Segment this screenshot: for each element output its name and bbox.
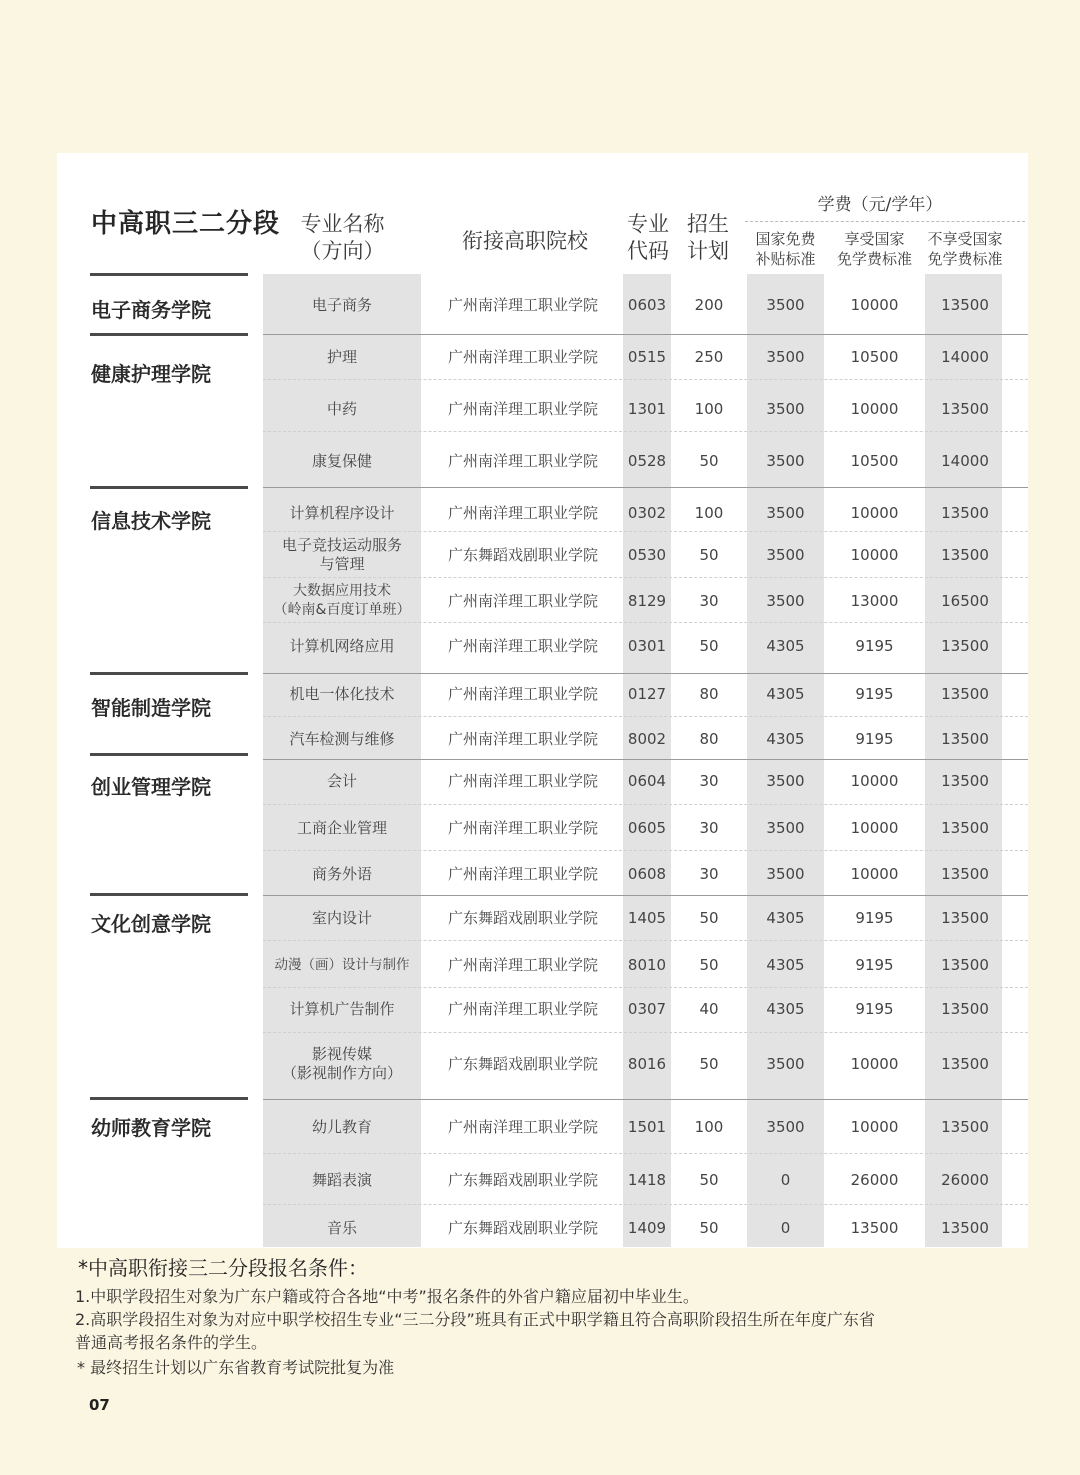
- table-row: [0, 534, 1080, 576]
- cell-code: 0530: [627, 545, 667, 564]
- cell-fee3: 13500: [941, 1218, 989, 1237]
- row-divider: [263, 804, 1028, 805]
- cell-code: 1301: [627, 399, 667, 418]
- college-title: 文化创意学院: [91, 912, 211, 936]
- row-divider: [263, 431, 1028, 432]
- cell-fee3: 14000: [941, 451, 989, 470]
- college-title: 幼师教育学院: [91, 1116, 211, 1140]
- cell-fee1: 0: [780, 1218, 791, 1237]
- college-title: 创业管理学院: [91, 775, 211, 799]
- row-divider: [263, 850, 1028, 851]
- cell-major: 大数据应用技术 （岭南&百度订单班）: [273, 583, 411, 618]
- cell-plan: 30: [699, 771, 719, 790]
- cell-major: 商务外语: [311, 864, 372, 883]
- header-fee-divider: [745, 221, 1025, 222]
- cell-plan: 40: [699, 999, 719, 1018]
- cell-fee2: 10000: [850, 503, 899, 522]
- cell-fee2: 10000: [850, 1117, 899, 1136]
- cell-fee3: 16500: [941, 591, 989, 610]
- cell-school: 广东舞蹈戏剧职业学院: [447, 545, 598, 564]
- cell-school: 广州南洋理工职业学院: [447, 591, 598, 610]
- cell-fee1: 0: [780, 1170, 791, 1189]
- cell-fee2: 26000: [850, 1170, 899, 1189]
- table-row: [0, 440, 1080, 482]
- cell-code: 0301: [627, 636, 667, 655]
- header-fee1: 国家免费 补贴标准: [755, 230, 816, 268]
- cell-plan: 100: [694, 1117, 724, 1136]
- cell-fee2: 9195: [855, 684, 894, 703]
- cell-code: 8002: [627, 729, 667, 748]
- cell-major: 汽车检测与维修: [289, 729, 395, 748]
- table-row: [0, 388, 1080, 430]
- row-divider: [263, 716, 1028, 717]
- cell-code: 0302: [627, 503, 667, 522]
- table-row: [0, 944, 1080, 986]
- cell-school: 广州南洋理工职业学院: [447, 818, 598, 837]
- cell-major: 电子竞技运动服务 与管理: [281, 536, 402, 573]
- college-bar: [90, 486, 248, 489]
- table-row: [0, 988, 1080, 1030]
- cell-fee2: 9195: [855, 999, 894, 1018]
- header-code: 专业 代码: [627, 212, 669, 263]
- cell-major: 康复保健: [311, 451, 372, 470]
- cell-major: 动漫（画）设计与制作: [274, 956, 410, 973]
- cell-fee2: 10000: [850, 864, 899, 883]
- cell-fee1: 3500: [766, 347, 805, 366]
- cell-school: 广州南洋理工职业学院: [447, 771, 598, 790]
- cell-fee2: 10000: [850, 399, 899, 418]
- cell-fee1: 3500: [766, 864, 805, 883]
- row-divider: [263, 379, 1028, 380]
- cell-code: 1409: [627, 1218, 667, 1237]
- header-major: 专业名称 （方向）: [300, 212, 385, 263]
- cell-fee3: 13500: [941, 908, 989, 927]
- cell-plan: 80: [699, 684, 719, 703]
- cell-major: 护理: [326, 347, 357, 366]
- cell-fee2: 9195: [855, 908, 894, 927]
- table-row: [0, 760, 1080, 802]
- college-title: 健康护理学院: [91, 362, 211, 386]
- cell-fee1: 3500: [766, 451, 805, 470]
- table-row: [0, 718, 1080, 760]
- row-divider: [263, 487, 1028, 488]
- table-row: [0, 492, 1080, 534]
- cell-fee1: 3500: [766, 771, 805, 790]
- cell-code: 0307: [627, 999, 667, 1018]
- cell-fee1: 3500: [766, 1054, 805, 1073]
- row-divider: [263, 1153, 1028, 1154]
- cell-fee3: 13500: [941, 955, 989, 974]
- cell-major: 音乐: [326, 1218, 357, 1237]
- cell-plan: 50: [699, 545, 719, 564]
- cell-school: 广东舞蹈戏剧职业学院: [447, 1054, 598, 1073]
- cell-fee1: 4305: [766, 729, 805, 748]
- cell-code: 0515: [627, 347, 667, 366]
- table-row: [0, 625, 1080, 667]
- table-row: [0, 807, 1080, 849]
- cell-major: 影视传媒 （影视制作方向）: [281, 1045, 402, 1082]
- cell-fee2: 10000: [850, 295, 899, 314]
- cell-fee2: 10000: [850, 1054, 899, 1073]
- cell-fee3: 26000: [941, 1170, 989, 1189]
- header-fee-group: 学费（元/学年）: [817, 195, 943, 215]
- cell-plan: 100: [694, 399, 724, 418]
- table-row: [0, 580, 1080, 622]
- cell-fee2: 9195: [855, 955, 894, 974]
- cell-fee1: 3500: [766, 818, 805, 837]
- row-divider: [263, 622, 1028, 623]
- table-row: [0, 1159, 1080, 1201]
- cell-plan: 200: [694, 295, 724, 314]
- header-fee2: 享受国家 免学费标准: [836, 230, 912, 268]
- cell-school: 广州南洋理工职业学院: [447, 1117, 598, 1136]
- row-divider: [263, 1032, 1028, 1033]
- cell-fee1: 4305: [766, 999, 805, 1018]
- header-school: 衔接高职院校: [462, 229, 588, 253]
- cell-code: 0605: [627, 818, 667, 837]
- college-bar: [90, 273, 248, 276]
- cell-major: 中药: [326, 399, 357, 418]
- row-divider: [263, 895, 1028, 896]
- cell-code: 0604: [627, 771, 667, 790]
- cell-fee1: 3500: [766, 1117, 805, 1136]
- cell-major: 室内设计: [311, 908, 372, 927]
- row-divider: [263, 940, 1028, 941]
- cell-fee1: 3500: [766, 399, 805, 418]
- cell-fee2: 13000: [850, 591, 899, 610]
- college-title: 电子商务学院: [91, 298, 211, 322]
- cell-fee3: 14000: [941, 347, 989, 366]
- cell-code: 0127: [627, 684, 667, 703]
- cell-fee1: 4305: [766, 684, 805, 703]
- cell-school: 广东舞蹈戏剧职业学院: [447, 908, 598, 927]
- cell-fee1: 4305: [766, 636, 805, 655]
- cell-fee2: 10000: [850, 545, 899, 564]
- cell-major: 计算机广告制作: [289, 999, 395, 1018]
- row-divider: [263, 334, 1028, 335]
- cell-code: 0528: [627, 451, 667, 470]
- table-row: [0, 897, 1080, 939]
- cell-school: 广东舞蹈戏剧职业学院: [447, 1218, 598, 1237]
- cell-plan: 30: [699, 591, 719, 610]
- cell-school: 广州南洋理工职业学院: [447, 347, 598, 366]
- cell-school: 广州南洋理工职业学院: [447, 451, 598, 470]
- notes-title: *中高职衔接三二分段报名条件：: [78, 1256, 368, 1280]
- cell-fee1: 3500: [766, 295, 805, 314]
- cell-fee2: 10500: [850, 451, 899, 470]
- table-row: [0, 1207, 1080, 1249]
- cell-school: 广东舞蹈戏剧职业学院: [447, 1170, 598, 1189]
- cell-fee1: 3500: [766, 503, 805, 522]
- table-row: [0, 336, 1080, 378]
- cell-plan: 50: [699, 908, 719, 927]
- cell-code: 0608: [627, 864, 667, 883]
- cell-fee3: 13500: [941, 1117, 989, 1136]
- note-item-2-cont: 普通高考报名条件的学生。: [75, 1333, 268, 1352]
- cell-school: 广州南洋理工职业学院: [447, 729, 598, 748]
- cell-fee2: 9195: [855, 729, 894, 748]
- cell-fee2: 9195: [855, 636, 894, 655]
- cell-plan: 30: [699, 864, 719, 883]
- table-row: [0, 284, 1080, 326]
- cell-school: 广州南洋理工职业学院: [447, 399, 598, 418]
- cell-fee3: 13500: [941, 729, 989, 748]
- cell-fee2: 10000: [850, 771, 899, 790]
- cell-plan: 100: [694, 503, 724, 522]
- cell-plan: 50: [699, 1218, 719, 1237]
- table-row: [0, 1106, 1080, 1148]
- cell-major: 会计: [326, 771, 357, 790]
- cell-code: 1418: [627, 1170, 667, 1189]
- cell-plan: 50: [699, 451, 719, 470]
- cell-fee1: 4305: [766, 955, 805, 974]
- header-plan: 招生 计划: [687, 212, 729, 263]
- row-divider: [263, 1204, 1028, 1205]
- cell-plan: 50: [699, 1170, 719, 1189]
- cell-school: 广州南洋理工职业学院: [447, 295, 598, 314]
- cell-plan: 50: [699, 955, 719, 974]
- cell-school: 广州南洋理工职业学院: [447, 636, 598, 655]
- cell-school: 广州南洋理工职业学院: [447, 999, 598, 1018]
- note-item-2: 2.高职学段招生对象为对应中职学校招生专业“三二分段”班具有正式中职学籍且符合高职阶段招生所在年度广东省: [75, 1310, 875, 1329]
- row-divider: [263, 1099, 1028, 1100]
- cell-plan: 80: [699, 729, 719, 748]
- cell-major: 计算机程序设计: [289, 503, 395, 522]
- cell-fee3: 13500: [941, 295, 989, 314]
- college-bar: [90, 1097, 248, 1100]
- cell-fee1: 3500: [766, 591, 805, 610]
- page-title: 中高职三二分段: [91, 209, 281, 239]
- page-number: 07: [89, 1396, 110, 1414]
- cell-plan: 30: [699, 818, 719, 837]
- cell-plan: 50: [699, 636, 719, 655]
- cell-fee3: 13500: [941, 818, 989, 837]
- cell-code: 8010: [627, 955, 667, 974]
- cell-code: 0603: [627, 295, 667, 314]
- cell-major: 计算机网络应用: [289, 636, 395, 655]
- cell-major: 电子商务: [311, 295, 372, 314]
- cell-major: 工商企业管理: [296, 818, 387, 837]
- cell-major: 舞蹈表演: [311, 1170, 372, 1189]
- cell-fee2: 10500: [850, 347, 899, 366]
- cell-fee3: 13500: [941, 636, 989, 655]
- cell-fee3: 13500: [941, 545, 989, 564]
- cell-major: 机电一体化技术: [289, 684, 395, 703]
- table-row: [0, 853, 1080, 895]
- cell-fee3: 13500: [941, 771, 989, 790]
- cell-school: 广州南洋理工职业学院: [447, 503, 598, 522]
- table-row: [0, 673, 1080, 715]
- cell-fee3: 13500: [941, 399, 989, 418]
- cell-plan: 250: [694, 347, 724, 366]
- cell-school: 广州南洋理工职业学院: [447, 955, 598, 974]
- note-item-3: * 最终招生计划以广东省教育考试院批复为准: [77, 1358, 395, 1377]
- cell-school: 广州南洋理工职业学院: [447, 684, 598, 703]
- college-title: 信息技术学院: [91, 509, 211, 533]
- cell-code: 1405: [627, 908, 667, 927]
- cell-fee3: 13500: [941, 684, 989, 703]
- header-fee3: 不享受国家 免学费标准: [927, 230, 1003, 268]
- row-divider: [263, 577, 1028, 578]
- note-item-1: 1.中职学段招生对象为广东户籍或符合各地“中考”报名条件的外省户籍应届初中毕业生。: [75, 1287, 699, 1306]
- cell-fee1: 3500: [766, 545, 805, 564]
- cell-code: 8129: [627, 591, 667, 610]
- cell-code: 1501: [627, 1117, 667, 1136]
- cell-fee3: 13500: [941, 1054, 989, 1073]
- cell-fee2: 13500: [850, 1218, 899, 1237]
- cell-fee2: 10000: [850, 818, 899, 837]
- cell-major: 幼儿教育: [311, 1117, 372, 1136]
- cell-fee3: 13500: [941, 503, 989, 522]
- cell-code: 8016: [627, 1054, 667, 1073]
- cell-school: 广州南洋理工职业学院: [447, 864, 598, 883]
- cell-plan: 50: [699, 1054, 719, 1073]
- cell-fee3: 13500: [941, 999, 989, 1018]
- table-row: [0, 1040, 1080, 1088]
- cell-fee3: 13500: [941, 864, 989, 883]
- college-title: 智能制造学院: [91, 696, 211, 720]
- cell-fee1: 4305: [766, 908, 805, 927]
